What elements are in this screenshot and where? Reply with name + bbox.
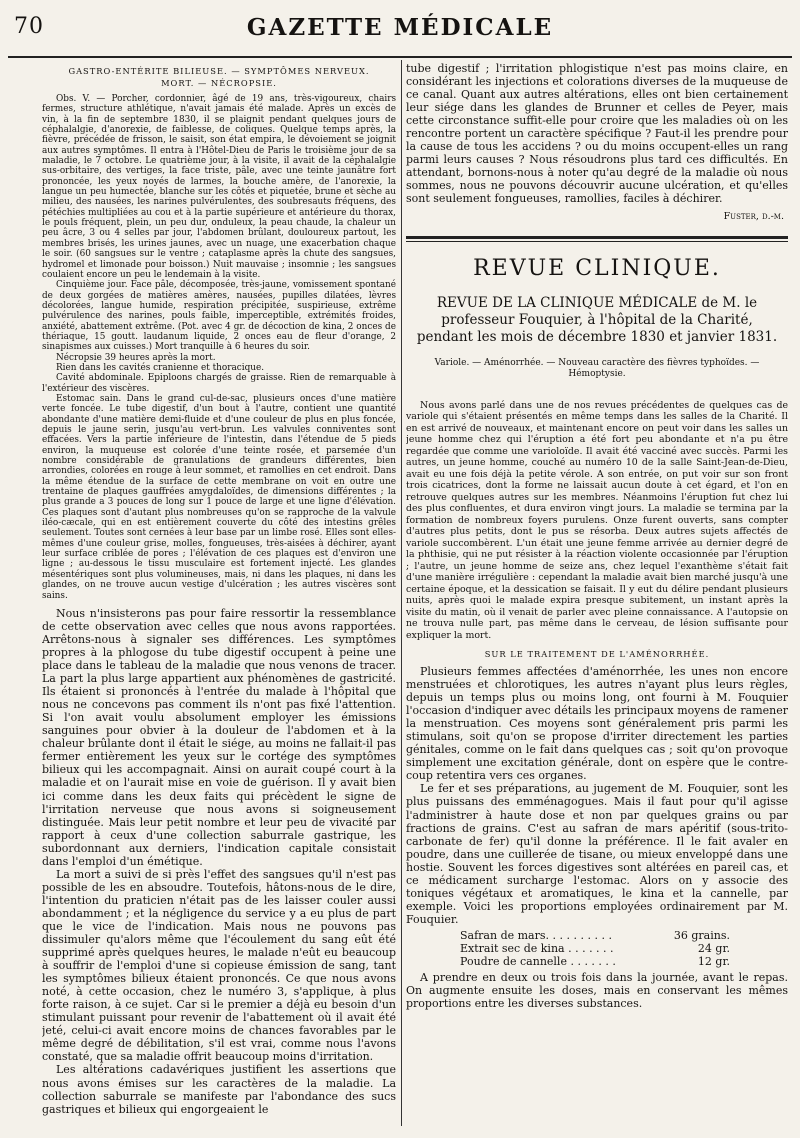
section-heading: GASTRO-ENTÉRITE BILIEUSE. — SYMPTÔMES NERVEUX. (68, 66, 370, 76)
variole-section (406, 400, 788, 642)
header-rule (8, 56, 792, 58)
continuation-paragraph: tube digestif ; l'irritation phlogistique n'est pas moins claire, en considérant les injections et colorations diverses de la muqueuse de ce canal. Quant aux autres altérations, elles ont bien certainement leur siége dans les glandes de Brunner et celles de Peyer, mais cette circonstance suffit-elle pour croire que les maladies où on les rencontre portent un caractère spécifique ? Faut-il les prendre pour la cause de tous les accidens ? ou du moins occupent-elles un rang parmi leurs causes ? Nous résoudrons plus tard ces difficultés. En attendant, bornons-nous à noter qu'au degré de la maladie où nous sommes, nous ne pouvons découvrir aucune ulcération, et qu'elles sont seulement fongueuses, ramollies, faciles à déchirer. (406, 62, 788, 206)
right-column (406, 62, 788, 1132)
recipe-item (460, 955, 730, 968)
recipe-quantity: 36 grains. (673, 928, 730, 942)
recipe-ingredient: Safran de mars. . . . . . . . . . (460, 928, 612, 942)
amenorrhea-paragraph: Le fer et ses préparations, au jugement de M. Fouquier, sont les plus puissans des emménagogues. Mais il faut pour qu'il agisse l'administrer à haute dose et non par quelques grains ou par fractions de grains. C'est au safran de mars apéritif (sous-trito-carbonate de fer) qu'il donne la préférence. Il le fait avaler en poudre, dans une cuillerée de tisane, ou mieux enveloppé dans une hostie. Souvent les forces digestives sont altérées en pareil cas, et ce médicament surcharge l'estomac. Alors on y associe des toniques végétaux et aromatiques, le kina et la cannelle, par exemple. Voici les proportions employées ordinairement par M. Fouquier. (406, 782, 788, 926)
section-subheading: MORT. — NÉCROPSIE. (161, 78, 277, 88)
page-number: 70 (14, 14, 44, 39)
column-separator (401, 60, 402, 1126)
author-signature: Fuster, d.-m. (723, 210, 784, 222)
amenorrhea-heading: SUR LE TRAITEMENT DE L'AMÉNORRHÉE. (484, 649, 710, 660)
amenorrhea-section (406, 665, 788, 926)
case-report (42, 94, 396, 601)
recipe-item (460, 942, 730, 955)
recipe-ingredient: Poudre de cannelle . . . . . . . (460, 954, 616, 968)
amenorrhea-paragraph: Plusieurs femmes affectées d'aménorrhée, les unes non encore menstruées et chlorotiques, les autres n'ayant plus leurs règles, depuis un temps plus ou moins long, ont fourni à M. Fouquier l'occasion d'indiquer avec détails les principaux moyens de ramener la menstruation. Ces moyens sont généralement pris parmi les stimulans, soit qu'on se propose d'irriter directement les parties génitales, comme on le fait dans quelques cas ; soit qu'on provoque simplement une excitation générale, dont on espère que le contre-coup retentira vers ces organes. (406, 665, 788, 783)
recipe-item (460, 929, 730, 942)
case-paragraph: Cinquième jour. Face pâle, décomposée, très-jaune, vomissement spontané de deux gorgées de matières amères, nausées, pupilles dilatées, lèvres décolorées, langue humide, respiration précipitée, suspirieuse, extrême pulvérulence des narines, pouls faible, imperceptible, extrémités froides, anxiété, abattement extrême. (Pot. avec 4 gr. de décoction de kina, 2 onces de thériaque, 15 goutt. laudanum liquide, 2 onces eau de fleur d'orange, 2 sinapismes aux cuisses.) Mort tranquille à 6 heures du soir. (42, 280, 396, 353)
article-continuation (406, 62, 788, 206)
review-paragraph: Nous avons parlé dans une de nos revues précédentes de quelques cas de variole qui s'étaient présentés en même temps dans les salles de la Charité. Il en est arrivé de nouveaux, et maintenant encore on peut voir dans les salles un jeune homme chez qui l'éruption a été fort peu abondante et n'a pu être regardée que comme une varioloïde. Il avait été vacciné avec succès. Parmi les autres, un jeune homme, couché au numéro 10 de la salle Saint-Jean-de-Dieu, avait eu une fois déjà la petite vérole. A son entrée, on put voir sur son front trois cicatrices, dont la forme ne laissait aucun doute à cet égard, et l'on en retrouve quelques autres sur les membres. Néanmoins l'éruption fut chez lui des plus confluentes, et dura environ vingt jours. La maladie se termina par la formation de nombreux foyers purulens. Onze furent ouverts, sans compter d'autres plus petits, dont le pus se résorba. Deux autres sujets affectés de variole succombèrent. L'un était une jeune femme arrivée au dernier degré de la phthisie, qui ne put résister à la réaction violente occasionnée par l'éruption ; l'autre, un jeune homme de seize ans, chez lequel l'exanthème s'était fait d'une manière irrégulière : cependant la maladie avait bien marché jusqu'à une certaine époque, et la dessication se faisait. Il y eut du délire pendant plusieurs nuits, après quoi le malade expira presque subitement, un instant après la visite du matin, où il venait de parler avec pleine connaissance. A l'autopsie on ne trouva nulle part, pas même dans le cerveau, de lésion suffisante pour expliquer la mort. (406, 399, 788, 641)
review-title: REVUE CLINIQUE. (473, 255, 721, 281)
left-column (42, 62, 396, 1132)
closing-paragraph: A prendre en deux ou trois fois dans la journée, avant le repas. On augmente ensuite les doses, mais en conservant les mêmes proportions entre les diverses substances. (406, 970, 788, 1011)
commentary-paragraph: Les altérations cadavériques justifient les assertions que nous avons émises sur les caractères de la maladie. La collection saburrale se manifeste par l'abondance des sucs gastriques et bilieux qui engorgeaient le (42, 1063, 396, 1116)
commentary-paragraph: Nous n'insisterons pas pour faire ressortir la ressemblance de cette observation avec celles que nous avons rapportées. Arrêtons-nous à signaler ses différences. Les symptômes propres à la phlogose du tube digestif occupent à peine une place dans le tableau de la maladie que nous venons de tracer. La part la plus large appartient aux phénomènes de gastricité. Ils étaient si prononcés à l'entrée du malade à l'hôpital que nous ne concevons pas comment ils n'ont pas fixé l'attention. Si l'on avait voulu absolument employer les émissions sanguines pour obvier à la douleur de l'abdomen et à la chaleur brûlante dont il était le siége, au moins ne fallait-il pas fermer entièrement les yeux sur le cortége des symptômes bilieux qui les accompagnait. Ainsi on aurait coupé court à la maladie et on l'aurait mise en voie de guérison. Il y avait bien ici comme dans les deux faits qui précèdent le signe de l'irritation nerveuse que nous avons si soigneusement distinguée. Mais leur petit nombre et leur peu de vivacité par rapport à ceux d'une collection saburrale gastrique, les subordonnant aux derniers, l'indication capitale consistait dans l'emploi d'un émétique. (42, 606, 396, 868)
recipe-quantity: 24 gr. (697, 941, 730, 955)
section-divider (406, 236, 788, 242)
commentary (42, 607, 396, 1116)
recipe-ingredient: Extrait sec de kina . . . . . . . (460, 941, 614, 955)
case-paragraph: Obs. V. — Porcher, cordonnier, âgé de 19 ans, très-vigoureux, chairs fermes, structure athlétique, n'avait jamais été malade. Après un excès de vin, à la fin de septembre 1830, il se plaignit pendant quelques jours de céphalalgie, d'anorexie, de faiblesse, de coliques. Quelque temps après, la fièvre, précédée de frisson, le saisit, son état empira, le dévoiement se joignit aux autres symptômes. Il entra à l'Hôtel-Dieu de Paris le troisième jour de sa maladie, le 7 octobre. Le quatrième jour, à la visite, il avait de la céphalalgie sus-orbitaire, des vertiges, la face triste, pâle, avec une teinte jaunâtre fort prononcée, les yeux noyés de larmes, la bouche amère, de l'anorexie, la langue un peu humectée, blanche sur les côtés et piquetée, brune et sèche au milieu, des nausées, les narines pulvérulentes, des soubresauts fréquens, des pétéchies multipliées au cou et à la partie supérieure et antérieure du thorax, le pouls fréquent, plein, un peu dur, onduleux, la peau chaude, la chaleur un peu âcre, 3 ou 4 selles par jour, l'abdomen brûlant, douloureux partout, les membres brisés, les urines jaunes, avec un nuage, une exacerbation chaque le soir. (60 sangsues sur le ventre ; cataplasme après la chute des sangsues, hydromel et limonade pour boisson.) Nuit mauvaise ; insomnie ; les sangsues coulaient encore un peu le lendemain à la visite. (42, 94, 396, 280)
page-header (8, 14, 792, 48)
closing-section (406, 971, 788, 1010)
review-topics: Variole. — Aménorrhée. — Nouveau caractère des fièvres typhoïdes. — Hémoptysie. (434, 357, 760, 379)
case-paragraph: Estomac sain. Dans le grand cul-de-sac, plusieurs onces d'une matière verte foncée. Le tube digestif, d'un bout à l'autre, contient une quantité abondante d'une matière demi-fluide et d'une couleur de plus en plus foncée, depuis le jaune serin, jusqu'au vert-brun. Les valvules conniventes sont effacées. Vers la partie inférieure de l'intestin, dans l'étendue de 5 pieds environ, la muqueuse est colorée d'une teinte rosée, et parsemée d'un nombre considérable de granulations de grandeurs différentes, bien arrondies, colorées en rouge à leur sommet, et ramollies en cet endroit. Dans la même étendue de la surface de cette membrane on voit en outre une trentaine de plaques gauffrées amygdaloïdes, de dimensions différentes ; la plus grande a 3 pouces de long sur 1 pouce de large et une ligne d'élévation. Ces plaques sont d'autant plus nombreuses qu'on se rapproche de la valvule iléo-cæcale, qui en est entièrement couverte du côté des intestins grêles seulement. Toutes sont cernées à leur base par un limbe rosé. Elles sont elles-mêmes d'une couleur grise, molles, fongueuses, très-aisées à déchirer, ayant leur surface criblée de pores ; l'élévation de ces plaques est d'environ une ligne ; au-dessous le tissu musculaire est fortement injecté. Les glandes mésentériques sont plus volumineuses, mais, ni dans les plaques, ni dans les glandes, on ne trouve aucun vestige d'ulcération ; les autres viscères sont sains. (42, 393, 396, 601)
recipe-list (460, 929, 730, 968)
case-paragraph: Nécropsie 39 heures après la mort. (56, 352, 216, 363)
masthead-title: GAZETTE MÉDICALE (246, 14, 554, 41)
review-subtitle: REVUE DE LA CLINIQUE MÉDICALE de M. le professeur Fouquier, à l'hôpital de la Charité, pendant les mois de décembre 1830 et janvier 1831. (416, 294, 778, 345)
commentary-paragraph: La mort a suivi de si près l'effet des sangsues qu'il n'est pas possible de les en absoudre. Toutefois, hâtons-nous de le dire, l'intention du praticien n'était pas de les laisser couler aussi abondamment ; et la négligence du service y a eu plus de part que le vice de l'indication. Mais nous ne pouvons pas dissimuler qu'alors même que l'écoulement du sang eût été supprimé après quelques heures, le malade n'eût eu beaucoup à souffrir de l'emploi d'une si copieuse émission de sang, tant les symptômes bilieux étaient prononcés. Ce que nous avons noté, à cette occasion, chez le numéro 3, s'applique, à plus forte raison, à ce sujet. Car si le premier a déjà eu besoin d'un stimulant puissant pour revenir de l'abattement où il avait été jeté, celui-ci avait encore moins de chances favorables par le même degré de débilitation, s'il est vrai, comme nous l'avons constaté, que sa maladie offrit beaucoup moins d'irritation. (42, 867, 396, 1064)
case-paragraph: Rien dans les cavités cranienne et thoracique. (56, 362, 265, 373)
recipe-quantity: 12 gr. (697, 954, 730, 968)
case-paragraph: Cavité abdominale. Epiploons chargés de graisse. Rien de remarquable à l'extérieur des viscères. (42, 373, 396, 394)
